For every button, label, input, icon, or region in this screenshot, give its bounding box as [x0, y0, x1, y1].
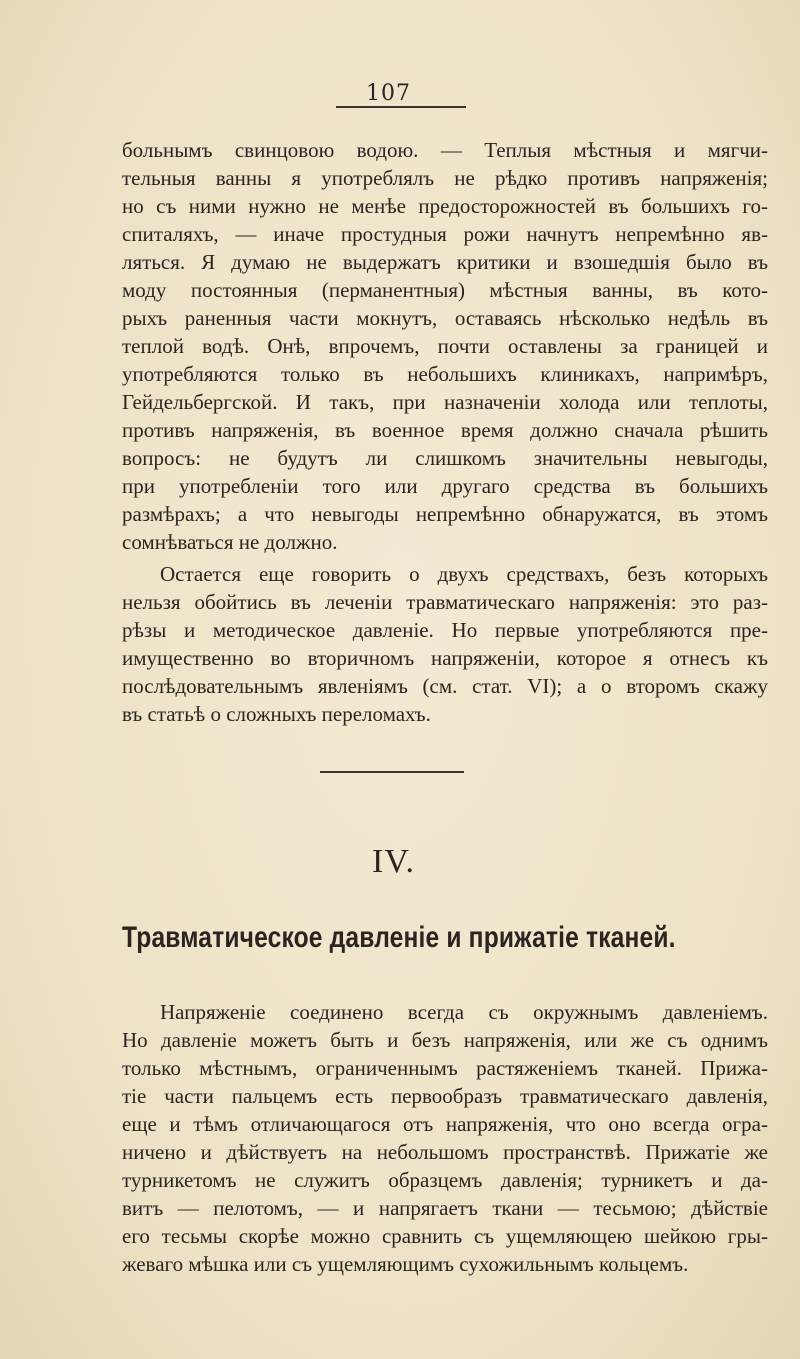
text-line: спиталяхъ, — иначе простудныя рожи начнутъ непремѣнно яв-: [122, 222, 768, 246]
text-line: только мѣстнымъ, ограниченнымъ растяженіемъ тканей. Прижа-: [122, 1056, 768, 1080]
section-number: IV.: [372, 843, 415, 880]
section-title: Травматическое давленіе и прижатіе тканей.: [122, 921, 676, 954]
text-line: ляться. Я думаю не выдержатъ критики и взошедшія было въ: [122, 250, 768, 274]
page-number: 107: [366, 81, 411, 106]
text-line: витъ — пелотомъ, — и напрягаетъ ткани — тесьмою; дѣйствіе: [122, 1196, 768, 1220]
text-line: рѣзы и методическое давленіе. Но первые употребляются пре-: [122, 618, 768, 642]
text-line: имущественно во вторичномъ напряженіи, которое я отнесъ къ: [122, 646, 768, 670]
text-line: тіе части пальцемъ есть первообразъ травматическаго давленія,: [122, 1084, 768, 1108]
text-line: въ статьѣ о сложныхъ переломахъ.: [122, 702, 431, 726]
text-line: теплой водѣ. Онѣ, впрочемъ, почти оставлены за границей и: [122, 334, 768, 358]
text-line: но съ ними нужно не менѣе предосторожностей въ большихъ го-: [122, 194, 768, 218]
text-line: тельныя ванны я употреблялъ не рѣдко противъ напряженія;: [122, 166, 768, 190]
text-line: моду постоянныя (перманентныя) мѣстныя ванны, въ кото-: [122, 278, 768, 302]
text-line: турникетомъ не служитъ образцемъ давленія; турникетъ и да-: [122, 1168, 768, 1192]
text-line: при употребленіи того или другаго средства въ большихъ: [122, 474, 768, 498]
text-line: его тесьмы скорѣе можно сравнить съ ущемляющею шейкою гры-: [122, 1224, 768, 1248]
section-divider: [320, 771, 464, 773]
page-number-rule: [336, 106, 466, 108]
text-line: нельзя обойтись въ леченіи травматическаго напряженія: это раз-: [122, 590, 768, 614]
text-line: жеваго мѣшка или съ ущемляющимъ сухожильнымъ кольцемъ.: [122, 1252, 689, 1276]
text-line: противъ напряженія, въ военное время должно сначала рѣшить: [122, 418, 768, 442]
paragraph-2: [122, 560, 768, 728]
text-line: рыхъ раненныя части мокнутъ, оставаясь нѣсколько недѣль въ: [122, 306, 768, 330]
text-line: Остается еще говорить о двухъ средствахъ, безъ которыхъ: [160, 562, 768, 586]
text-line: размѣрахъ; а что невыгоды непремѣнно обнаружатся, въ этомъ: [122, 502, 768, 526]
text-line: сомнѣваться не должно.: [122, 530, 338, 554]
text-line: Напряженіе соединено всегда съ окружнымъ давленіемъ.: [160, 1000, 768, 1024]
text-line: Но давленіе можетъ быть и безъ напряженія, или же съ однимъ: [122, 1028, 768, 1052]
text-line: употребляются только въ небольшихъ клиникахъ, напримѣръ,: [122, 362, 768, 386]
text-line: ничено и дѣйствуетъ на небольшомъ пространствѣ. Прижатіе же: [122, 1140, 768, 1164]
text-line: послѣдовательнымъ явленіямъ (см. стат. VI); а о второмъ скажу: [122, 674, 768, 698]
text-line: больнымъ свинцовою водою. — Теплыя мѣстныя и мягчи-: [122, 138, 768, 162]
paragraph-1: [122, 136, 768, 556]
text-line: вопросъ: не будутъ ли слишкомъ значительны невыгоды,: [122, 446, 768, 470]
text-line: еще и тѣмъ отличающагося отъ напряженія, что оно всегда огра-: [122, 1112, 768, 1136]
text-line: Гейдельбергской. И такъ, при назначеніи холода или теплоты,: [122, 390, 768, 414]
paragraph-3: [122, 998, 768, 1278]
